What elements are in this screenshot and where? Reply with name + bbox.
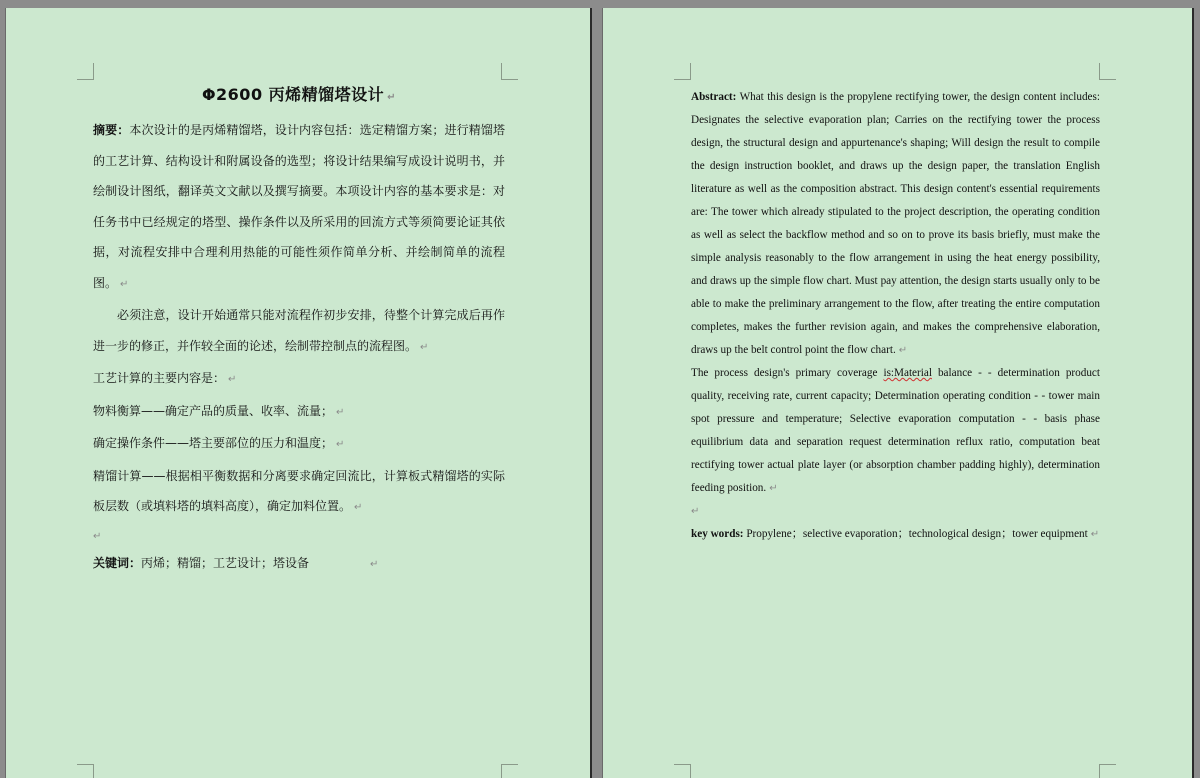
english-keywords-paragraph <box>691 523 1100 546</box>
english-abstract-paragraph <box>691 86 1100 362</box>
margin-corner-marker <box>1099 63 1116 80</box>
document-page-chinese[interactable] <box>6 8 590 778</box>
keywords-text: 丙烯；精馏；工艺设计；塔设备 <box>141 555 310 570</box>
chinese-abstract-paragraph <box>93 115 505 300</box>
process-item-text: 确定操作条件——塔主要部位的压力和温度； <box>93 436 334 450</box>
keywords-label: 关键词： <box>93 555 142 570</box>
abstract-label: 摘要： <box>93 123 130 137</box>
process-item-text: 物料衡算——确定产品的质量、收率、流量； <box>93 403 334 418</box>
process-heading-paragraph <box>93 363 505 396</box>
process-item-text: 精馏计算——根据相平衡数据和分离要求确定回流比，计算板式精馏塔的实际板层数（或填料塔的填料高度），确定加料位置。 <box>93 468 505 513</box>
paragraph-mark-icon: ↵ <box>228 374 237 385</box>
paragraph-mark-icon: ↵ <box>898 345 908 356</box>
paragraph-mark-icon: ↵ <box>370 558 379 570</box>
margin-corner-marker <box>77 764 94 778</box>
paragraph-mark-icon: ↵ <box>387 92 397 103</box>
spelling-flagged-word[interactable]: is:Material <box>883 367 932 379</box>
english-text-body[interactable] <box>691 86 1100 546</box>
paragraph-mark-icon: ↵ <box>93 530 102 542</box>
process-item <box>93 396 505 429</box>
empty-paragraph <box>93 524 505 548</box>
title-text: Φ2600 丙烯精馏塔设计 <box>201 85 385 104</box>
paragraph-mark-icon: ↵ <box>336 406 345 418</box>
chinese-text-body[interactable] <box>93 84 505 580</box>
margin-corner-marker <box>674 63 691 80</box>
note-text: 必须注意，设计开始通常只能对流程作初步安排，待整个计算完成后再作进一步的修正，并作较全面的论述，绘制带控制点的流程图。 <box>93 308 505 353</box>
margin-corner-marker <box>1099 764 1116 778</box>
paragraph-mark-icon: ↵ <box>691 506 700 517</box>
process-heading: 工艺计算的主要内容是： <box>93 371 226 385</box>
abstract-label: Abstract: <box>691 91 737 103</box>
paragraph-mark-icon: ↵ <box>769 483 778 494</box>
paragraph-mark-icon: ↵ <box>1090 529 1100 540</box>
margin-corner-marker <box>674 764 691 778</box>
document-title <box>93 84 505 109</box>
empty-paragraph <box>691 500 1100 523</box>
abstract-text: What this design is the propylene rectifying tower, the design content includes: Designates the selective evaporation plan; Carries on the rectifying tower the process design, the structural design and appurtenance's shaping; Will design the result to compile the design instruction booklet, and draws up the design paper, the translation English literature as well as the composition abstract. This design content's essential requirements are: The tower which already stipulated to the project description, the operating condition as well as select the backflow method and so on to prove its basis briefly, must make the simple analysis reasonably to the flow arrangement in using the heat energy possibility, and draws up the simple flow chart. Must pay attention, the design starts usually only to be able to make the preliminary arrangement to the flow, after treating the entire computation completes, makes the further revision again, and makes the comprehensive elaboration, draws up the belt control point the flow chart. <box>691 91 1100 356</box>
coverage-paragraph <box>691 362 1100 500</box>
process-item <box>93 461 505 524</box>
abstract-text: 本次设计的是丙烯精馏塔，设计内容包括：选定精馏方案；进行精馏塔的工艺计算、结构设计和附属设备的选型；将设计结果编写成设计说明书，并绘制设计图纸，翻译英文文献以及撰写摘要。本项设计内容的基本要求是：对任务书中已经规定的塔型、操作条件以及所采用的回流方式等须简要论证其依据，对流程安排中合理利用热能的可能性须作简单分析、并绘制简单的流程图。 <box>93 123 505 290</box>
margin-corner-marker <box>501 63 518 80</box>
document-page-english[interactable] <box>603 8 1192 778</box>
margin-corner-marker <box>77 63 94 80</box>
margin-corner-marker <box>501 764 518 778</box>
paragraph-mark-icon: ↵ <box>120 278 129 290</box>
note-paragraph <box>93 300 505 363</box>
coverage-text: The process design's primary coverage <box>691 367 884 379</box>
chinese-keywords-paragraph <box>93 548 505 581</box>
keywords-text: Propylene；selective evaporation；technological design；tower equipment <box>746 528 1088 540</box>
paragraph-mark-icon: ↵ <box>336 439 345 450</box>
process-item <box>93 428 505 461</box>
coverage-text-rest: balance - - determination product quality, receiving rate, current capacity; Determination operating condition - - tower main spot pressure and temperature; Selective evaporation computation - - basis phase equilibrium data and separation request determination reflux ratio, computation beat rectifying tower actual plate layer (or absorption chamber padding highly), determination feeding position. <box>691 367 1101 494</box>
paragraph-mark-icon: ↵ <box>354 502 363 513</box>
paragraph-mark-icon: ↵ <box>420 341 429 353</box>
keywords-label: key words: <box>691 528 744 540</box>
